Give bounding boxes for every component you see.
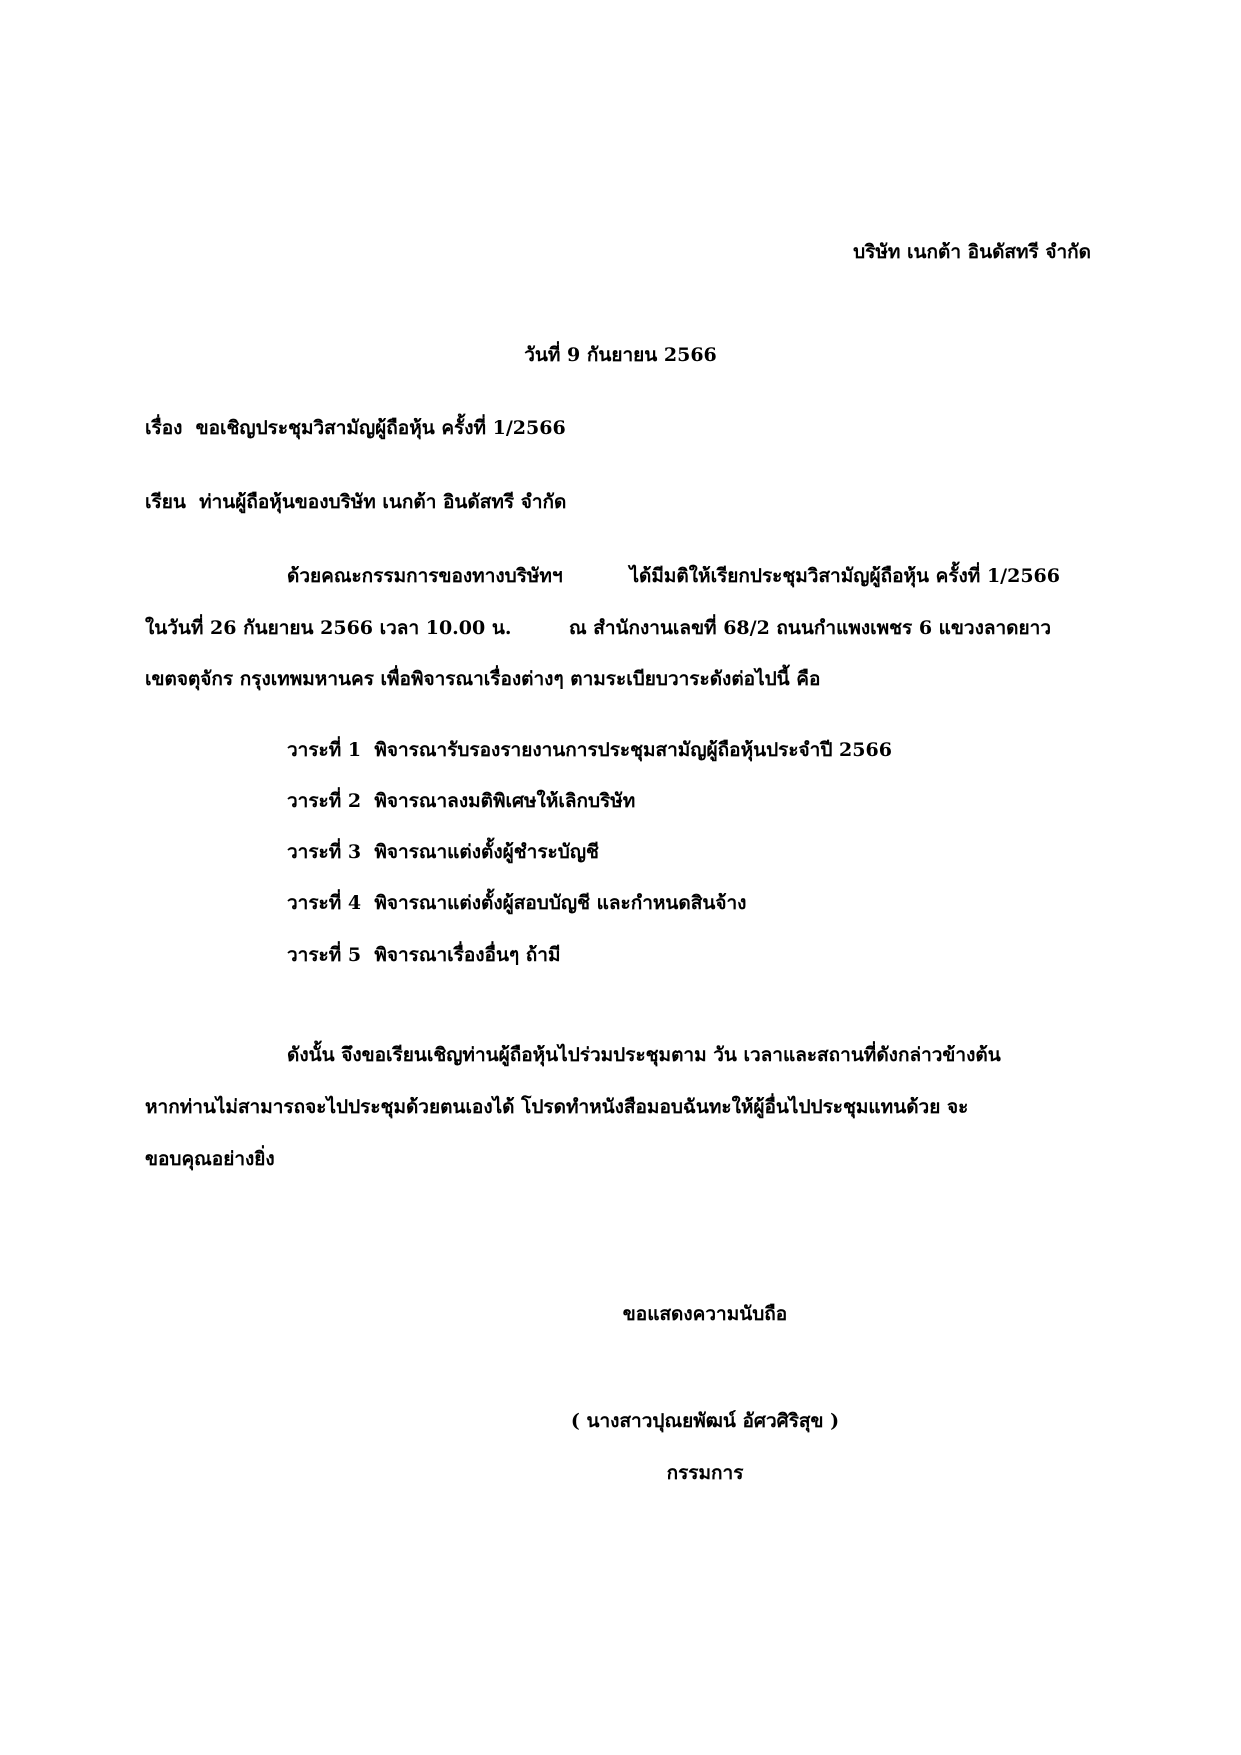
paragraph1-line1-a: ด้วยคณะกรรมการของทางบริษัทฯ bbox=[287, 565, 563, 587]
paragraph1-line2-b: ณ สำนักงานเลขที่ 68/2 ถนนกำแพงเพชร 6 แขวงลาดยาว bbox=[569, 617, 1051, 639]
paragraph1-line1 bbox=[287, 567, 1060, 586]
agenda-label: วาระที่ 4 bbox=[287, 892, 362, 914]
paragraph1-line3: เขตจตุจักร กรุงเทพมหานคร เพื่อพิจารณาเรื่องต่างๆ ตามระเบียบวาระดังต่อไปนี้ คือ bbox=[145, 668, 821, 690]
subject-label: เรื่อง bbox=[145, 417, 183, 439]
recipient-line bbox=[145, 493, 566, 512]
agenda-text: พิจารณารับรองรายงานการประชุมสามัญผู้ถือหุ้นประจำปี 2566 bbox=[374, 739, 892, 761]
recipient-label: เรียน bbox=[145, 491, 186, 513]
agenda-item-2 bbox=[287, 792, 635, 811]
closing-text: ขอแสดงความนับถือ bbox=[622, 1303, 788, 1325]
subject-text: ขอเชิญประชุมวิสามัญผู้ถือหุ้น ครั้งที่ 1/2566 bbox=[195, 417, 566, 439]
paragraph2-line2: หากท่านไม่สามารถจะไปประชุมด้วยตนเองได้ โปรดทำหนังสือมอบฉันทะให้ผู้อื่นไปประชุมแทนด้วย จะ bbox=[145, 1096, 969, 1118]
agenda-label: วาระที่ 5 bbox=[287, 944, 362, 966]
agenda-item-1 bbox=[287, 741, 892, 760]
letter-date: วันที่ 9 กันยายน 2566 bbox=[524, 344, 717, 366]
signer-title: กรรมการ bbox=[666, 1462, 744, 1484]
agenda-label: วาระที่ 2 bbox=[287, 790, 362, 812]
paragraph2-line3: ขอบคุณอย่างยิ่ง bbox=[145, 1148, 275, 1170]
agenda-item-5 bbox=[287, 946, 560, 965]
agenda-item-3 bbox=[287, 843, 599, 862]
agenda-item-4 bbox=[287, 894, 746, 913]
subject-line bbox=[145, 419, 566, 438]
signer-name: ( นางสาวปุณยพัฒน์ อัศวศิริสุข ) bbox=[570, 1410, 840, 1432]
agenda-label: วาระที่ 3 bbox=[287, 841, 362, 863]
paragraph1-line2-a: ในวันที่ 26 กันยายน 2566 เวลา 10.00 น. bbox=[145, 617, 512, 639]
company-name: บริษัท เนกต้า อินดัสทรี จำกัด bbox=[853, 241, 1091, 263]
paragraph2-line1: ดังนั้น จึงขอเรียนเชิญท่านผู้ถือหุ้นไปร่วมประชุมตาม วัน เวลาและสถานที่ดังกล่าวข้างต้น bbox=[287, 1044, 1001, 1066]
agenda-text: พิจารณาลงมติพิเศษให้เลิกบริษัท bbox=[374, 790, 636, 812]
agenda-text: พิจารณาเรื่องอื่นๆ ถ้ามี bbox=[374, 944, 561, 966]
recipient-text: ท่านผู้ถือหุ้นของบริษัท เนกต้า อินดัสทรี จำกัด bbox=[199, 491, 567, 513]
paragraph1-line2 bbox=[145, 619, 1051, 638]
paragraph1-line1-b: ได้มีมติให้เรียกประชุมวิสามัญผู้ถือหุ้น ครั้งที่ 1/2566 bbox=[629, 565, 1060, 587]
agenda-text: พิจารณาแต่งตั้งผู้ชำระบัญชี bbox=[374, 841, 599, 863]
agenda-text: พิจารณาแต่งตั้งผู้สอบบัญชี และกำหนดสินจ้าง bbox=[374, 892, 747, 914]
agenda-label: วาระที่ 1 bbox=[287, 739, 362, 761]
